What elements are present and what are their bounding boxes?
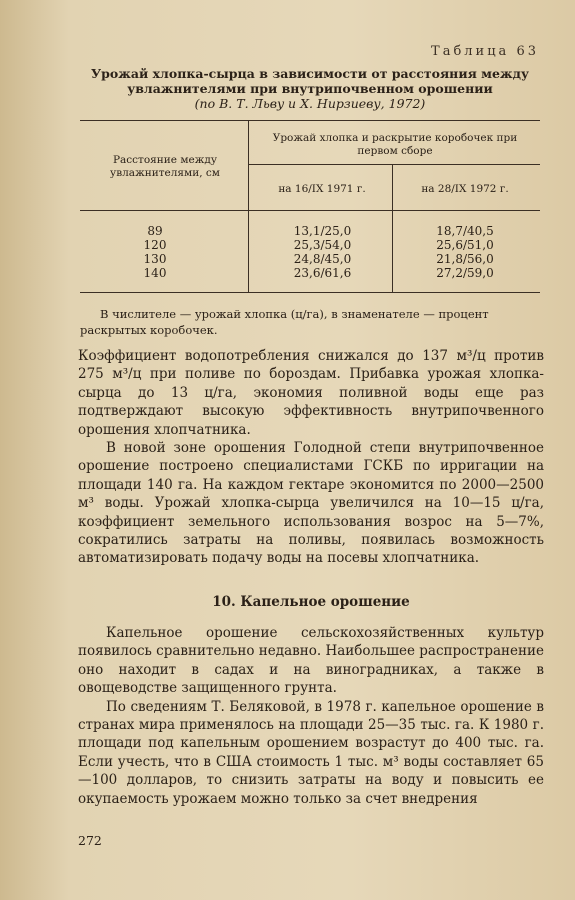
body-text-lower	[78, 624, 544, 808]
paragraph: Капельное орошение сельскохозяйственных культур появилось сравнительно недавно. Наибольшее распространение оно находит в садах и на виноградниках, а также в овощеводстве защищенного грунта.	[78, 625, 544, 697]
col-header-yield: Урожай хлопка и раскрытие коробочек при первом сборе	[272, 132, 518, 157]
table-row	[80, 238, 540, 252]
caption-source: (по В. Т. Львy и X. Нирзиеву, 1972)	[194, 96, 426, 111]
cell-1972: 21,8/56,0	[436, 252, 494, 266]
cell-1971: 24,8/45,0	[293, 252, 352, 266]
paragraph: Коэффициент водопотребления снижался до 137 м³/ц против 275 м³/ц при поливе по бороздам. Прибавка урожая хлопка-сырца до 13 ц/га, экономия поливной воды еще раз подтверждают высокую эффективность внутрипочвенного орошения хлопчатника.	[78, 348, 544, 438]
table-top-rule	[80, 120, 540, 121]
cell-1971: 25,3/54,0	[293, 238, 352, 252]
cell-1972: 27,2/59,0	[436, 266, 494, 280]
cell-distance: 130	[143, 252, 167, 266]
table-caption	[80, 66, 540, 111]
section-heading: 10. Капельное орошение	[212, 594, 410, 610]
body-text-upper	[78, 347, 544, 568]
table-mid-rule	[248, 164, 540, 165]
cell-1972: 25,6/51,0	[436, 238, 494, 252]
page-number: 272	[78, 833, 102, 848]
caption-line-2: увлажнителями при внутрипочвенном орошении	[127, 81, 493, 96]
table-row	[80, 266, 540, 280]
paragraph: В новой зоне орошения Голодной степи внутрипочвенное орошение построено специалистами ГСКБ по ирригации на площади 140 га. На каждом гектаре экономится по 2000—2500 м³ воды. Урожай хлопка-сырца увеличился на 10—15 ц/га, коэффициент земельного использования возрос на 5—7%, сократились затраты на поливы, появилась возможность автоматизировать подачу воды на посевы хлопчатника.	[78, 440, 544, 567]
cell-1971: 13,1/25,0	[293, 224, 352, 238]
table-header-bottom-rule	[80, 210, 540, 211]
paragraph: По сведениям Т. Беляковой, в 1978 г. капельное орошение в странах мира применялось на площади 25—35 тыс. га. К 1980 г. площади под капельным орошением возрастут до 400 тыс. га. Если учесть, что в США стоимость 1 тыс. м³ воды составляет 65—100 долларов, то снизить затраты на воду и повысить ее окупаемость урожаем можно только за счет внедрения	[78, 698, 544, 807]
col-header-1971: на 16/IX 1971 г.	[278, 183, 366, 195]
cell-distance: 120	[143, 238, 167, 252]
col-header-distance: Расстояние между увлажнителями, см	[110, 154, 220, 179]
col-header-1972: на 28/IX 1972 г.	[421, 183, 509, 195]
cell-distance: 89	[147, 224, 163, 238]
table-bottom-rule	[80, 292, 540, 293]
cell-1971: 23,6/61,6	[293, 266, 352, 280]
table-footnote: В числителе — урожай хлопка (ц/га), в знаменателе — процент раскрытых коробочек.	[80, 307, 489, 337]
table-row	[80, 252, 540, 266]
data-table	[80, 120, 540, 300]
cell-distance: 140	[143, 266, 167, 280]
table-row	[80, 224, 540, 238]
cell-1972: 18,7/40,5	[436, 224, 494, 238]
caption-line-1: Урожай хлопка-сырца в зависимости от расстояния между	[91, 66, 529, 81]
table-number-label: Таблица 63	[431, 44, 539, 59]
